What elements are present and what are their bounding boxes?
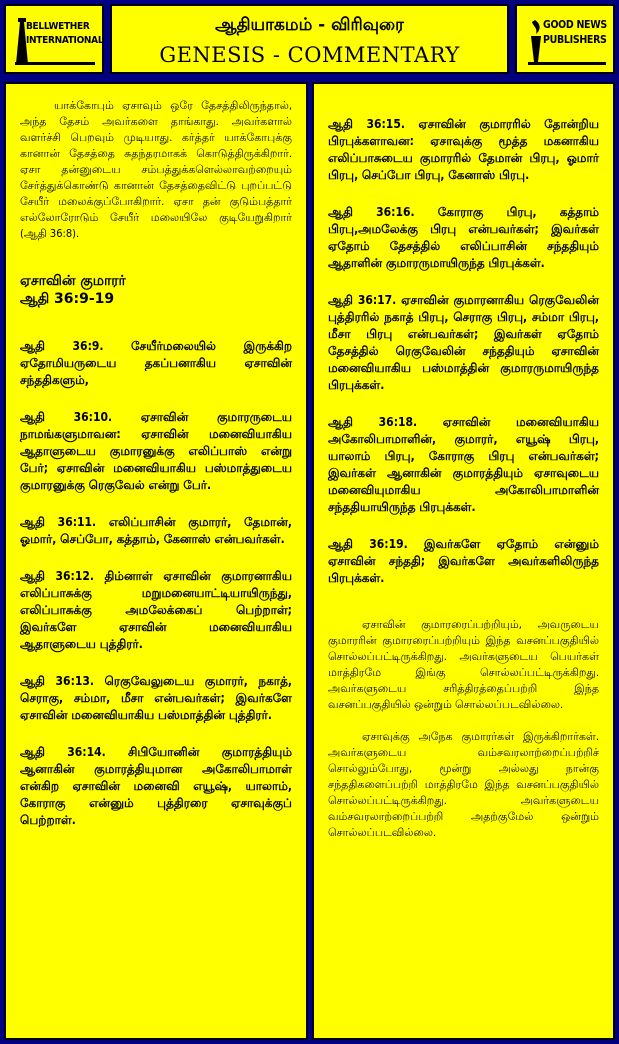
verse-36-16: ஆதி 36:16. கோராகு பிரபு, கத்தாம் பிரபு,அமலேக்கு பிரபு என்பவர்கள்; இவர்கள் ஏதோம் தேசத்தில் எலிப்பாசின் சந்ததியும் ஆதாளின் குமாரருமாயிருந்த பிரபுக்கள். (328, 205, 599, 270)
verse-36-19: ஆதி 36:19. இவர்களே ஏதோம் என்னும் ஏசாவின் சந்ததி; இவர்களே அவர்களிலிருந்த பிரபுக்கள். (328, 537, 599, 585)
bellwether-logo (4, 4, 104, 74)
bellwether-logo-text: BELLWETHER INTERNATIONAL (26, 21, 104, 46)
verse-36-18: ஆதி 36:18. ஏசாவின் மனைவியாகிய அகோலிபாமாளின், குமாரர், எயூஷ் பிரபு, யாலாம் பிரபு, கோராகு பிரபு என்பவர்கள்; இவர்கள் ஆனாகின் குமாரத்தியும் ஏசாவுடைய மனைவியுமாகிய அகோலிபாமாளின் சந்ததியாயிருந்த பிரபுக்கள். (328, 415, 599, 514)
page-header (0, 0, 619, 78)
title-banner (110, 4, 509, 74)
verse-36-14: ஆதி 36:14. சிபியோனின் குமாரத்தியும் ஆனாகின் குமாரத்தியுமான அகோலிபாமாள் என்கிற ஏசாவின் மனைவி எயூஷ், யாலாம், கோராகு என்னும் புத்திரரை ஏசாவுக்குப் பெற்றாள். (20, 745, 292, 827)
title-tamil: ஆதியாகமம் - விரிவுரை (215, 15, 404, 35)
verse-36-17: ஆதி 36:17. ஏசாவின் குமாரனாகிய ரெகுவேலின் புத்திரரில் நகாத் பிரபு, செராகு பிரபு, சம்மா பிரபு, மீசா பிரபு என்பவர்கள்; இவர்கள் ஏதோம் தேசத்தில் ரெகுவேலின் சந்ததியும் ஏசாவின் மனைவியாகிய பஸ்மாத்தின் குமாரருமாயிருந்த பிரபுக்கள். (328, 293, 599, 392)
left-column (4, 82, 308, 1040)
right-column (312, 82, 615, 1040)
good-news-logo-text: GOOD NEWS PUBLISHERS (543, 19, 607, 46)
verse-36-15: ஆதி 36:15. ஏசாவின் குமாரரில் தோன்றிய பிரபுக்களாவன: ஏசாவுக்கு மூத்த மகனாகிய எலிப்பாசுடைய குமாரரில் தேமான் பிரபு, ஓமார் பிரபு, செப்போ பிரபு, கேனாஸ் பிரபு. (328, 117, 599, 182)
verse-36-11: ஆதி 36:11. எலிப்பாசின் குமாரர், தேமான், ஓமார், செப்போ, கத்தாம், கேனாஸ் என்பவர்கள். (20, 515, 292, 546)
verse-36-9: ஆதி 36:9. சேயீர்மலையில் இருக்கிற ஏதோமியருடைய தகப்பனாகிய ஏசாவின் சந்ததிகளும், (20, 339, 292, 387)
section-heading (20, 272, 292, 308)
verse-36-12: ஆதி 36:12. திம்னாள் ஏசாவின் குமாரனாகிய எலிப்பாசுக்கு மறுமனையாட்டியாயிருந்து, எலிப்பாசுக்கு அமலேக்கைப் பெற்றாள்; இவர்களே ஏசாவின் மனைவியாகிய ஆதாளுடைய புத்திரர். (20, 569, 292, 651)
section-heading-reference: ஆதி 36:9-19 (20, 291, 115, 307)
intro-paragraph: யாக்கோபும் ஏசாவும் ஒரே தேசத்திலிருந்தால், அந்த தேசம் அவர்களை தாங்காது. அவர்களால் வளர்ச்சி பெறவும் முடியாது. கர்த்தர் யாக்கோபுக்கு கானான் தேசத்தை சுதந்தரமாகக் கொடுத்திருக்கிறார். ஏசா தன்னுடைய சம்பத்துக்களெல்லாவற்றையும் சேர்த்துக்கொண்டு கானான் தேசத்தைவிட்டு புறப்பட்டு சேயீர் மலைக்குப்போகிறார். ஏசா தன் குடும்பத்தார் எல்லோரோடும் சேயீர் மலையிலே குடியேறுகிறார் (ஆதி 36:8). (20, 99, 292, 240)
verse-36-13: ஆதி 36:13. ரெகுவேலுடைய குமாரர், நகாத், செராகு, சம்மா, மீசா என்பவர்கள்; இவர்களே ஏசாவின் மனைவியாகிய பஸ்மாத்தின் புத்திரர். (20, 674, 292, 722)
commentary-paragraph-2: ஏசாவுக்கு அநேக குமாரர்கள் இருக்கிறார்கள். அவர்களுடைய வம்சவரலாற்றைப்பற்றிச் சொல்லும்போது, மூன்று அல்லது நான்கு சந்ததிகளைப்பற்றி மாத்திரமே இந்த வசனப்பகுதியில் சொல்லப்பட்டிருக்கிறது. அவர்களுடைய வம்சவரலாற்றைப்பற்றி அதற்குமேல் ஒன்றும் சொல்லப்படவில்லை. (328, 730, 599, 839)
good-news-logo (515, 4, 615, 74)
commentary-paragraph-1: ஏசாவின் குமாரரைப்பற்றியும், அவருடைய குமாரரின் குமாரரைப்பற்றியும் இந்த வசனப்பகுதியில் சொல்லப்பட்டிருக்கிறது. அவர்களுடைய பெயர்கள் மாத்திரமே இங்கு சொல்லப்பட்டிருக்கிறது. அவர்களுடைய சரித்திரத்தைப்பற்றி இந்த வசனப்பகுதியில் ஒன்றும் சொல்லப்படவில்லை. (328, 618, 599, 711)
title-english: GENESIS - COMMENTARY (159, 43, 460, 67)
verse-36-10: ஆதி 36:10. ஏசாவின் குமாரருடைய நாமங்களுமாவன: ஏசாவின் மனைவியாகிய ஆதாளுடைய குமாரனுக்கு எலிப்பாஸ் என்று பேர்; ஏசாவின் மனைவியாகிய பஸ்மாத்துடைய குமாரனுக்கு ரெகுவேல் என்று பேர். (20, 410, 292, 492)
section-heading-title: ஏசாவின் குமாரர் (20, 273, 126, 289)
